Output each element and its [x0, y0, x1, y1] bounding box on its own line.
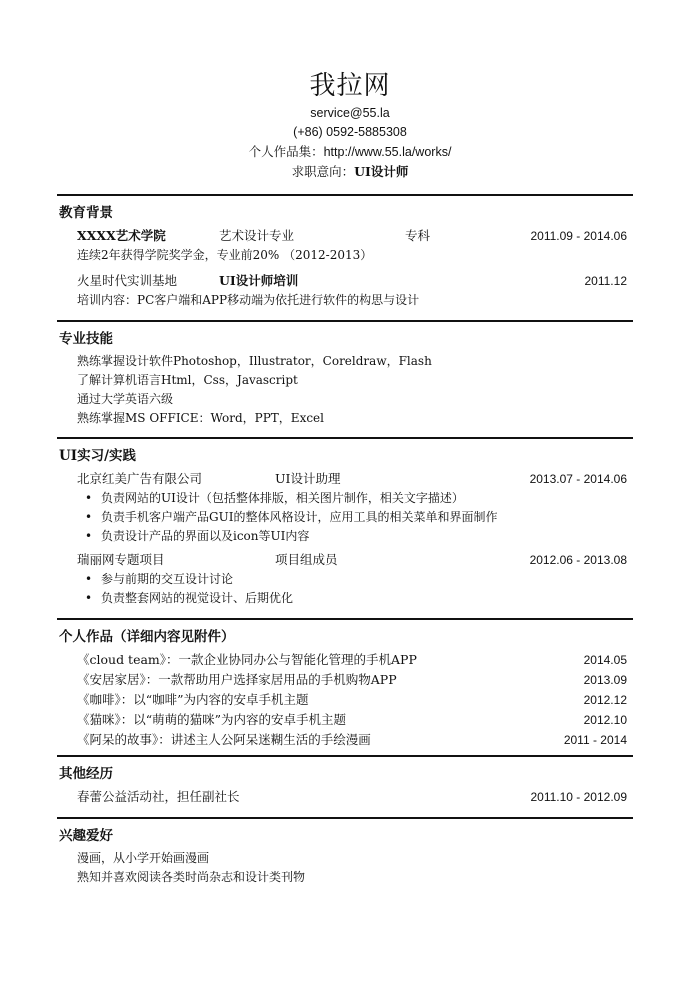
internship-entry: [57, 550, 633, 570]
work-description: 《安居家居》：一款帮助用户选择家居用品的手机购物APP: [77, 672, 397, 687]
work-item: [57, 710, 633, 730]
date: 2012.12: [583, 693, 627, 707]
date: 2012.06 - 2013.08: [529, 553, 627, 567]
section-title: 专业技能: [59, 331, 113, 347]
section-title: 教育背景: [59, 205, 113, 221]
degree: 专科: [405, 228, 431, 243]
section-title: 其他经历: [59, 766, 113, 782]
hobby-item: 熟知并喜欢阅读各类时尚杂志和设计类刊物: [77, 870, 306, 884]
skill-item: 熟练掌握设计软件Photoshop，Illustrator，Coreldraw，Flash: [77, 354, 432, 368]
section-works: [57, 618, 633, 750]
bullet-item: • 负责手机客户端产品GUI的整体风格设计，应用工具的相关菜单和界面制作: [57, 508, 633, 527]
skill-item: 了解计算机语言Html，Css，Javascript: [77, 373, 298, 387]
major: 艺术设计专业: [219, 228, 295, 243]
major: UI设计师培训: [219, 273, 299, 288]
date: 2014.05: [583, 653, 627, 667]
company: 瑞丽网专题项目: [77, 552, 165, 567]
section-divider: [57, 437, 633, 439]
portfolio-line: [0, 142, 700, 162]
other-description: 春蕾公益活动社，担任副社长: [77, 789, 240, 804]
section-divider: [57, 618, 633, 620]
work-item: [57, 670, 633, 690]
work-description: 《cloud team》：一款企业协同办公与智能化管理的手机APP: [77, 652, 417, 667]
candidate-name: 我拉网: [309, 71, 391, 101]
role: 项目组成员: [275, 552, 338, 567]
section-internship: [57, 437, 633, 608]
education-entry: [57, 226, 633, 246]
section-divider: [57, 320, 633, 322]
role: UI设计助理: [275, 471, 341, 486]
school: 火星时代实训基地: [77, 273, 178, 288]
section-skills: [57, 320, 633, 428]
portfolio-link[interactable]: http://www.55.la/works/: [323, 145, 452, 159]
section-title: 兴趣爱好: [59, 828, 113, 844]
bullet-item: • 负责设计产品的界面以及icon等UI内容: [57, 527, 633, 546]
section-hobbies: [57, 817, 633, 887]
date: 2011.12: [584, 274, 627, 288]
objective-line: [0, 162, 700, 181]
skill-item: 熟练掌握MS OFFICE：Word，PPT，Excel: [77, 411, 324, 425]
bullet-item: • 负责整套网站的视觉设计、后期优化: [57, 589, 633, 608]
date: 2011.09 - 2014.06: [530, 229, 627, 243]
school: XXXX艺术学院: [77, 228, 166, 243]
section-title: 个人作品（详细内容见附件）: [59, 629, 235, 645]
work-description: 《猫咪》：以“萌萌的猫咪”为内容的安卓手机主题: [77, 712, 347, 727]
bullet-item: • 负责网站的UI设计（包括整体排版，相关图片制作，相关文字描述）: [57, 489, 633, 508]
other-item: [57, 787, 633, 807]
section-divider: [57, 755, 633, 757]
work-item: [57, 730, 633, 750]
education-entry: [57, 271, 633, 291]
date: 2011.10 - 2012.09: [530, 790, 627, 804]
section-other: [57, 755, 633, 807]
bullet-item: • 参与前期的交互设计讨论: [57, 570, 633, 589]
skill-item: 通过大学英语六级: [77, 392, 174, 406]
date: 2013.07 - 2014.06: [529, 472, 627, 486]
date: 2013.09: [583, 673, 627, 687]
date: 2012.10: [583, 713, 627, 727]
section-divider: [57, 817, 633, 819]
education-detail: 连续2年获得学院奖学金，专业前20% （2012-2013）: [77, 248, 373, 262]
phone: (+86) 0592-5885308: [293, 125, 407, 139]
internship-entry: [57, 469, 633, 489]
email[interactable]: service@55.la: [310, 106, 390, 120]
work-item: [57, 690, 633, 710]
company: 北京红美广告有限公司: [77, 471, 203, 486]
education-detail: 培训内容：PC客户端和APP移动端为依托进行软件的构思与设计: [77, 293, 420, 307]
objective-label: 求职意向：: [291, 164, 355, 179]
work-item: [57, 650, 633, 670]
date: 2011 - 2014: [563, 733, 627, 747]
hobby-item: 漫画，从小学开始画漫画: [77, 851, 210, 865]
section-divider: [57, 194, 633, 196]
work-description: 《阿呆的故事》：讲述主人公阿呆迷糊生活的手绘漫画: [77, 732, 371, 747]
section-title: UI实习/实践: [59, 448, 137, 464]
section-education: [57, 194, 633, 310]
portfolio-label: 个人作品集：: [248, 144, 324, 159]
work-description: 《咖啡》：以“咖啡”为内容的安卓手机主题: [77, 692, 309, 707]
resume-header: [0, 68, 700, 181]
objective-value: UI设计师: [354, 164, 409, 179]
